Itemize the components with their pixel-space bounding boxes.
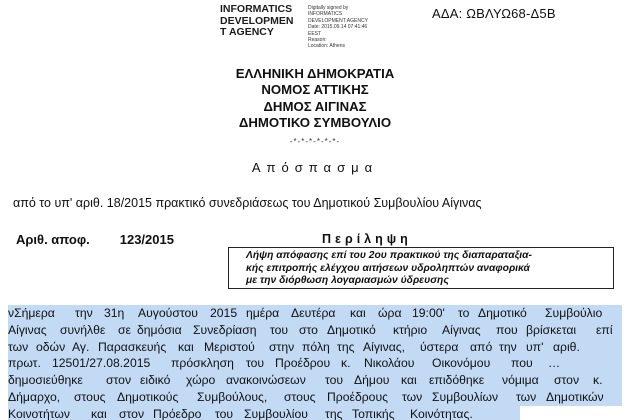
document-header [0, 66, 630, 131]
body-word: στον [119, 406, 145, 420]
body-word: δημόσια [137, 322, 182, 337]
body-word: των [8, 339, 29, 354]
body-word: της [337, 339, 355, 354]
signature-organization [220, 4, 294, 39]
body-word: αριθ. [553, 339, 580, 354]
signature-detail-line: INFORMATICS [308, 11, 343, 18]
summary-line: με την διόρθωση λογαριασμών ύδρευσης [246, 275, 449, 287]
body-word: 12501/27.08.2015 [52, 356, 151, 371]
body-word: ημέρα [246, 306, 280, 320]
body-word: Αίγινας, [363, 339, 406, 354]
body-word: πόλη [302, 339, 330, 354]
body-line [8, 339, 622, 356]
header-line: ΕΛΛΗΝΙΚΗ ΔΗΜΟΚΡΑΤΙΑ [235, 66, 395, 81]
body-word: ανακοινώσεων [226, 373, 306, 388]
body-word: την [75, 306, 93, 320]
body-word: οδών [36, 339, 66, 354]
body-word: Δευτέρα [291, 306, 336, 320]
summary-heading: Περίληψη [322, 232, 412, 246]
body-word: στους [74, 389, 106, 404]
body-word: επί [596, 322, 613, 337]
body-word: Μεριστού [204, 339, 255, 354]
body-word: επιδόθηκε [429, 373, 485, 388]
body-word: στην [269, 339, 295, 354]
body-word: Προέδρους [327, 389, 388, 404]
ada-code: ΑΔΑ: ΩΒΛΥΩ68-Δ5Β [432, 6, 556, 21]
body-word: στον [106, 373, 132, 388]
signature-org-line: INFORMATICS [220, 3, 293, 15]
body-word: … [548, 356, 561, 371]
decision-label: Αριθ. αποφ. [16, 232, 90, 247]
body-word: 31η [104, 306, 125, 320]
body-word: των [402, 389, 423, 404]
signature-detail-line: Reason: [308, 37, 327, 44]
body-word: κ. [341, 356, 351, 371]
header-line: ΔΗΜΟΤΙΚΟ ΣΥΜΒΟΥΛΙΟ [238, 114, 392, 130]
body-word: Συμβούλιο [545, 306, 603, 320]
body-word: βρίσκεται [526, 322, 577, 337]
body-word: και [350, 306, 366, 320]
body-word: που [496, 322, 518, 337]
body-word: σε [118, 322, 131, 337]
decision-number [16, 232, 174, 247]
summary-text [246, 250, 532, 288]
body-word: Αίγινας [8, 322, 47, 337]
body-word: νΣήμερα [8, 306, 55, 320]
body-word: Παρασκευής [98, 339, 167, 354]
body-word: Αγ. [72, 339, 90, 354]
body-word: του [325, 373, 344, 388]
body-word: κτήριο [393, 322, 428, 337]
body-word: Οικονόμου [432, 356, 491, 371]
reference-line: από το υπ' αριθ. 18/2015 πρακτικό συνεδριάσεως του Δημοτικού Συμβουλίου Αίγινας [13, 196, 482, 210]
body-word: Δημοτικών [546, 389, 604, 404]
body-word: δημοσιεύθηκε [8, 373, 83, 388]
body-word: Κοινότητας. [410, 406, 473, 420]
body-word: νόμιμα [502, 373, 539, 388]
body-word: 2015 [210, 306, 238, 320]
body-word: που [511, 356, 533, 371]
body-word: συνήλθε [60, 322, 106, 337]
signature-details [308, 5, 368, 50]
body-word: της [325, 406, 343, 420]
body-line [8, 406, 520, 420]
body-line [8, 305, 622, 322]
body-word: ύστερα [420, 339, 459, 354]
body-word: στο [299, 322, 318, 337]
summary-line: κής επιτροπής ελέγχου αιτήσεων υδροληπτών αναφορικά [246, 262, 530, 274]
signature-detail-line: DEVELOPMENT AGENCY [308, 17, 368, 24]
body-word: Δήμαρχο, [8, 389, 61, 404]
body-word: και [401, 373, 417, 388]
body-word: υπ' [526, 339, 544, 354]
body-word: Αίγινας [442, 322, 481, 337]
body-word: χώρο [186, 373, 216, 388]
document-type-title: Απόσπασμα [251, 160, 379, 175]
body-word: Κοινοτήτων [8, 406, 71, 420]
body-word: και [178, 339, 194, 354]
summary-line: Λήψη απόφασης επί του 2ου πρακτικού της διαπαραταξια- [246, 250, 532, 261]
body-word: Νικολάου [364, 356, 415, 371]
body-line [8, 372, 622, 389]
body-word: Δημοτικό [478, 306, 527, 320]
signature-detail-line: EEST [308, 30, 322, 37]
body-word: Προέδρου [275, 356, 331, 371]
body-word: Συμβουλίων [432, 389, 499, 404]
body-word: των [516, 389, 537, 404]
body-word: 19:00' [412, 306, 445, 320]
body-word: κ. [593, 373, 603, 388]
body-word: Συμβούλους, [197, 389, 268, 404]
body-word: Δήμου [354, 373, 390, 388]
header-line: ΔΗΜΟΣ ΑΙΓΙΝΑΣ [263, 98, 367, 114]
body-word: Δημοτικούς [117, 389, 179, 404]
body-line [8, 355, 622, 372]
body-word: στον [554, 373, 580, 388]
body-word: Τοπικής [352, 406, 395, 420]
body-word: στους [284, 389, 316, 404]
signature-detail-line: Location: Athens [308, 43, 345, 50]
body-word: την [499, 339, 517, 354]
body-word: από [470, 339, 493, 354]
body-word: ειδικό [140, 373, 171, 388]
signature-org-line: DEVELOPMEN [220, 14, 294, 27]
body-word: ώρα [378, 306, 402, 320]
body-line [8, 322, 622, 339]
body-word: του [246, 356, 265, 371]
body-word: Συνεδρίαση [193, 322, 257, 337]
body-word: πρόσκληση [171, 356, 234, 371]
signature-org-line: T AGENCY [220, 26, 274, 38]
body-word: πρωτ. [8, 356, 41, 371]
body-word: του [215, 406, 234, 420]
body-word: Αυγούστου [138, 306, 198, 320]
signature-detail-line: Date: 2015.09.14 07:41:46 [308, 24, 368, 31]
header-line: ΝΟΜΟΣ ΑΤΤΙΚΗΣ [261, 82, 369, 98]
body-line [8, 389, 622, 406]
body-word: του [270, 322, 289, 337]
body-word: το [458, 306, 470, 320]
body-word: Πρόεδρο [153, 406, 202, 420]
body-word: και [91, 406, 107, 420]
selected-body-text[interactable] [8, 305, 618, 420]
decision-value: 123/2015 [119, 232, 174, 247]
body-word: Δημοτικό [327, 322, 376, 337]
signature-detail-line: Digitally signed by [308, 5, 349, 11]
star-divider: -*-*-*-*-*-*- [289, 137, 341, 146]
body-word: Συμβουλίου [244, 406, 308, 420]
